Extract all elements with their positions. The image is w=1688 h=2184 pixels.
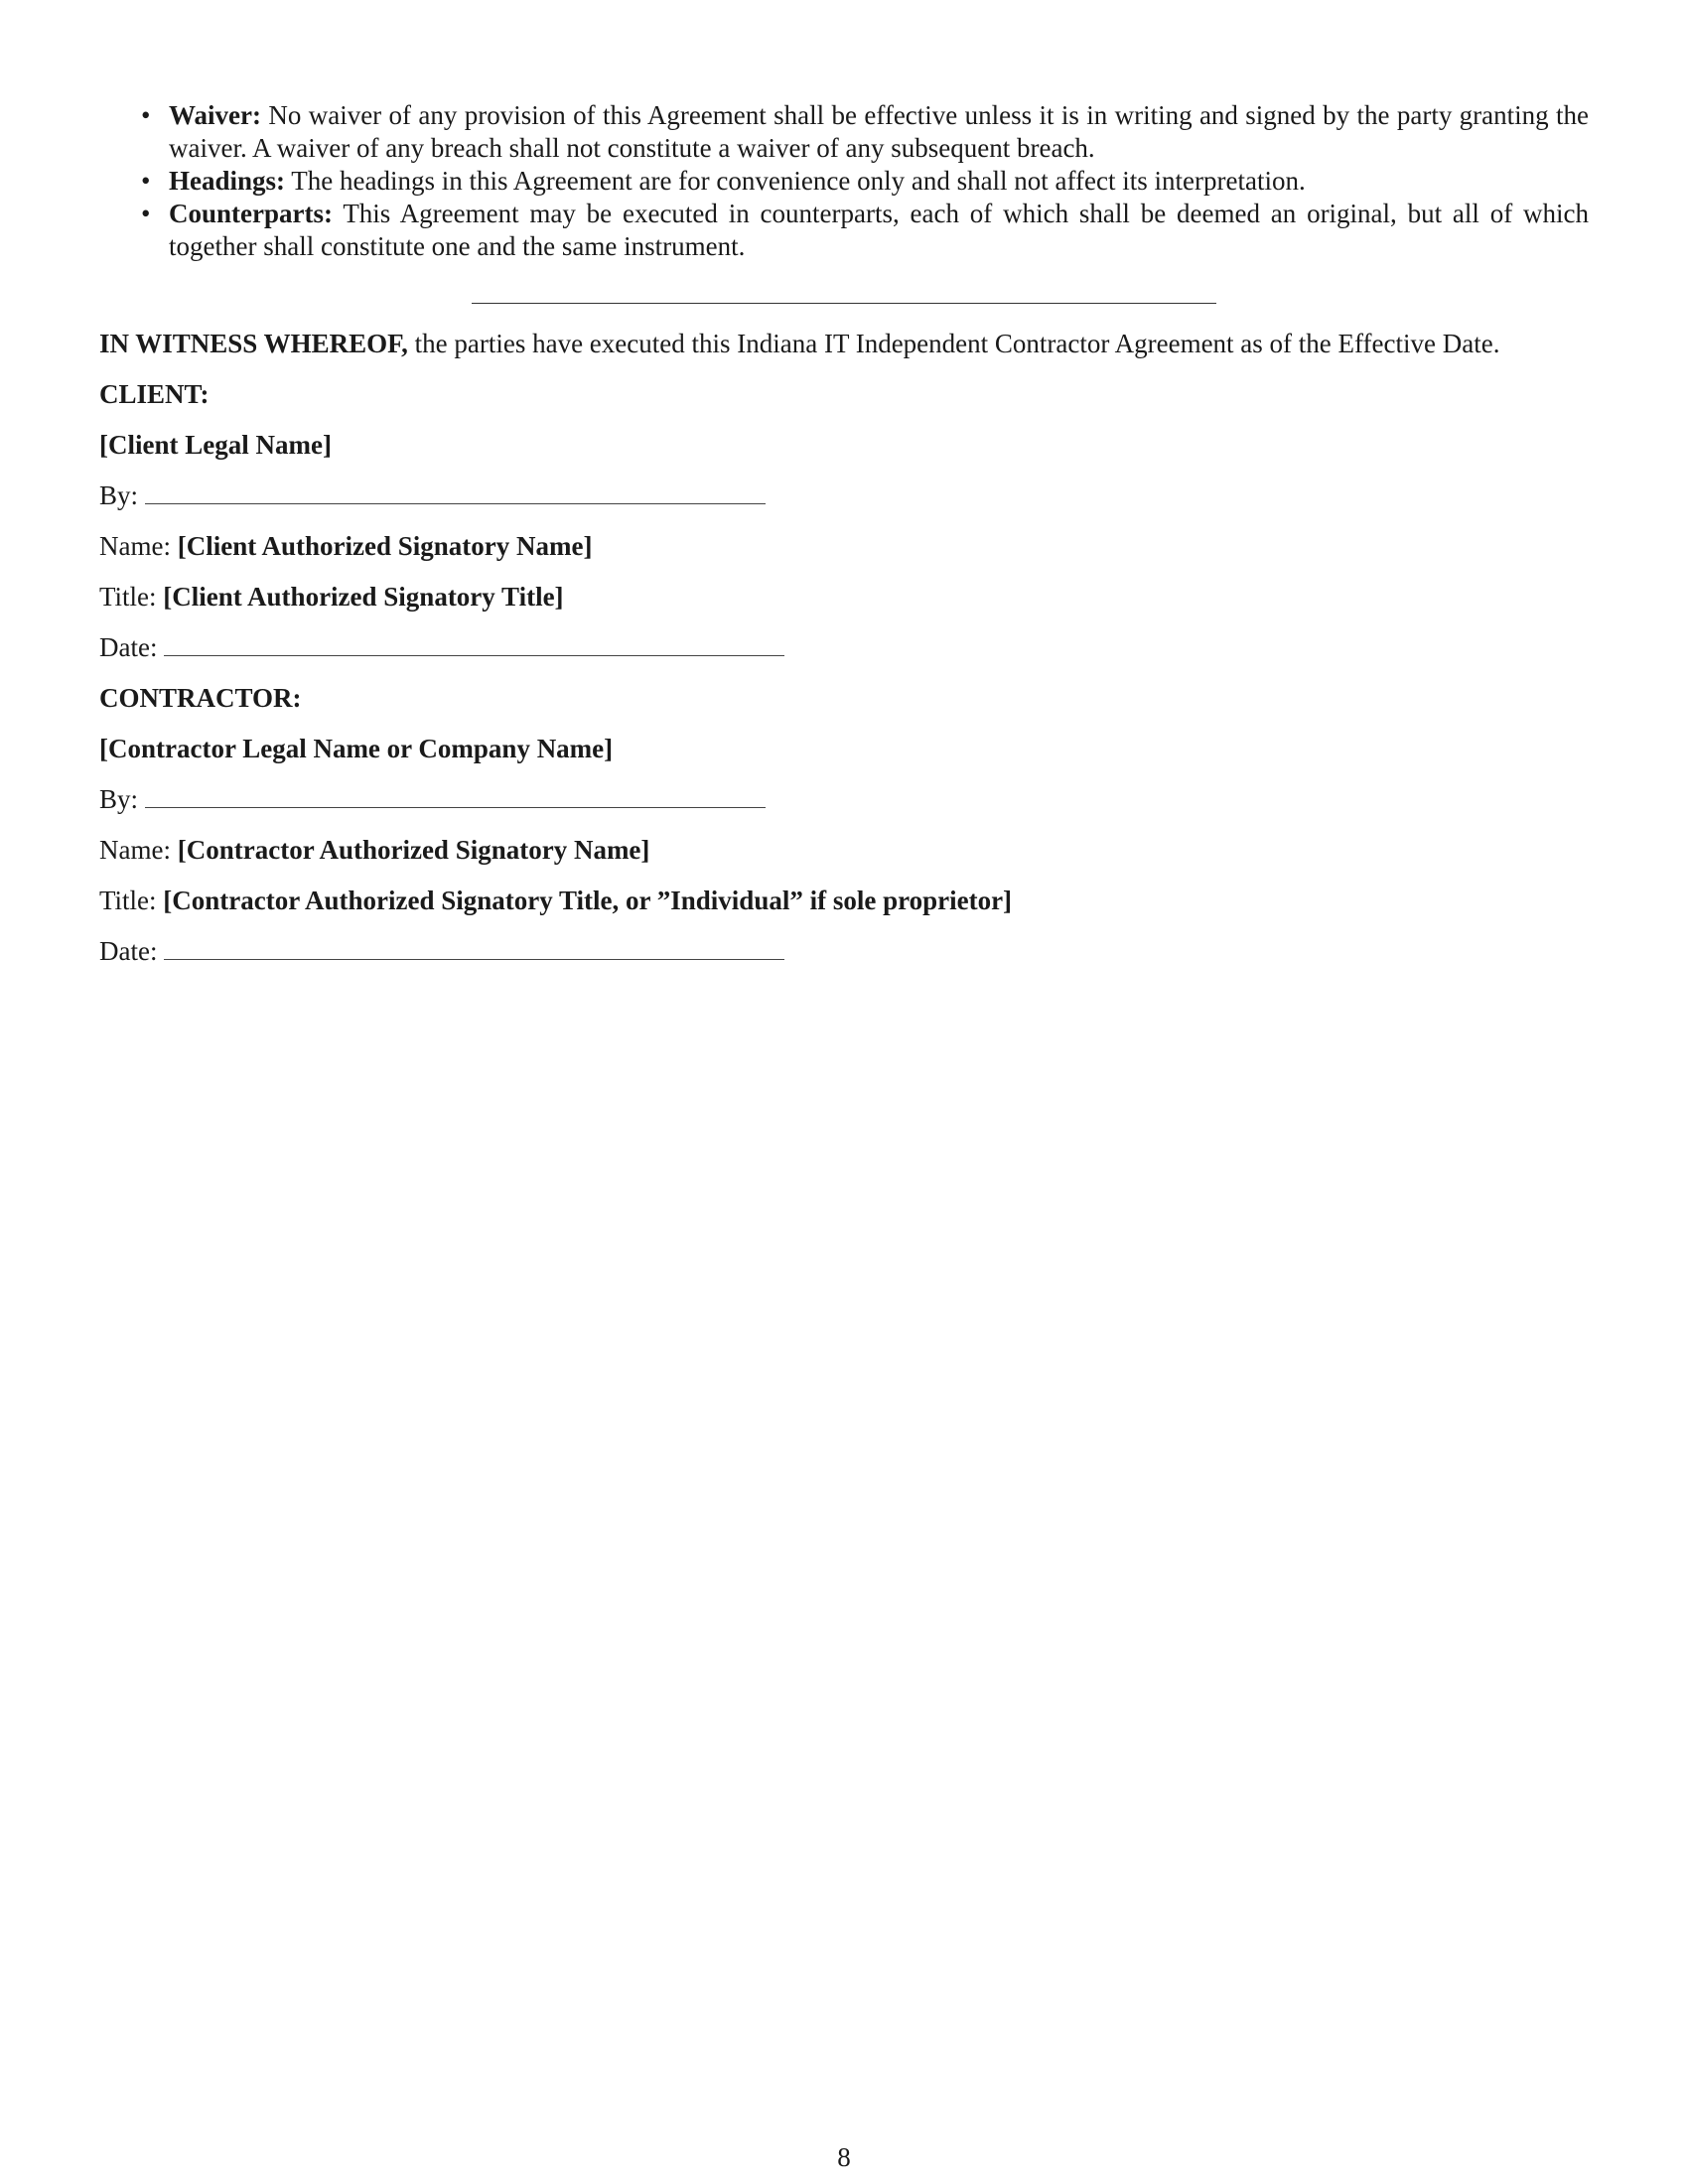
witness-lead: IN WITNESS WHEREOF, [99, 329, 408, 358]
client-title-value: [Client Authorized Signatory Title] [163, 582, 564, 612]
witness-text: the parties have executed this Indiana IT Independent Contractor Agreement as of the Effective Date. [414, 329, 1500, 358]
clause-text: This Agreement may be executed in counterparts, each of which shall be deemed an original, but all of which together shall constitute one and the same instrument. [169, 199, 1590, 261]
contractor-name-label: Name: [99, 835, 171, 865]
contractor-title-row [99, 885, 1589, 917]
contractor-date-line[interactable] [164, 937, 784, 960]
clause-term: Waiver: [169, 100, 261, 130]
contractor-date-row [99, 935, 1589, 968]
contractor-date-label: Date: [99, 936, 158, 966]
client-date-label: Date: [99, 632, 158, 662]
client-heading: CLIENT: [99, 379, 210, 409]
contractor-legal-name: [Contractor Legal Name or Company Name] [99, 734, 614, 763]
clause-text: No waiver of any provision of this Agreement shall be effective unless it is in writing and signed by the party granting the waiver. A waiver of any breach shall not constitute a waiver of any subsequent breach. [169, 100, 1590, 163]
bullet: • [141, 166, 151, 196]
contractor-by-label: By: [99, 784, 139, 814]
contractor-title-value: [Contractor Authorized Signatory Title, or ”Individual” if sole proprietor] [163, 886, 1013, 915]
clause-term: Headings: [169, 166, 286, 196]
witness-statement [99, 328, 1589, 360]
client-title-row [99, 581, 1589, 614]
clause-headings [141, 165, 1589, 198]
clause-waiver [141, 99, 1590, 165]
client-by-row [99, 479, 1589, 512]
client-date-row [99, 631, 1589, 664]
contractor-title-label: Title: [99, 886, 157, 915]
bullet: • [141, 199, 151, 228]
clause-list [99, 99, 1589, 263]
client-name-value: [Client Authorized Signatory Name] [177, 531, 593, 561]
client-name-label: Name: [99, 531, 171, 561]
bullet: • [141, 100, 151, 130]
document-page [99, 99, 1589, 968]
contractor-name-value: [Contractor Authorized Signatory Name] [177, 835, 650, 865]
contractor-name-row [99, 834, 1589, 867]
client-legal-name: [Client Legal Name] [99, 430, 332, 460]
clause-term: Counterparts: [169, 199, 333, 228]
page-number: 8 [837, 2142, 851, 2172]
client-date-line[interactable] [164, 633, 784, 656]
contractor-by-row [99, 783, 1589, 816]
client-signature-line[interactable] [145, 481, 766, 504]
client-name-row [99, 530, 1589, 563]
client-by-label: By: [99, 480, 139, 510]
section-divider [472, 303, 1216, 304]
clause-counterparts [141, 198, 1590, 263]
clause-text: The headings in this Agreement are for convenience only and shall not affect its interpretation. [291, 166, 1306, 196]
contractor-heading: CONTRACTOR: [99, 683, 302, 713]
contractor-signature-line[interactable] [145, 785, 766, 808]
client-title-label: Title: [99, 582, 157, 612]
